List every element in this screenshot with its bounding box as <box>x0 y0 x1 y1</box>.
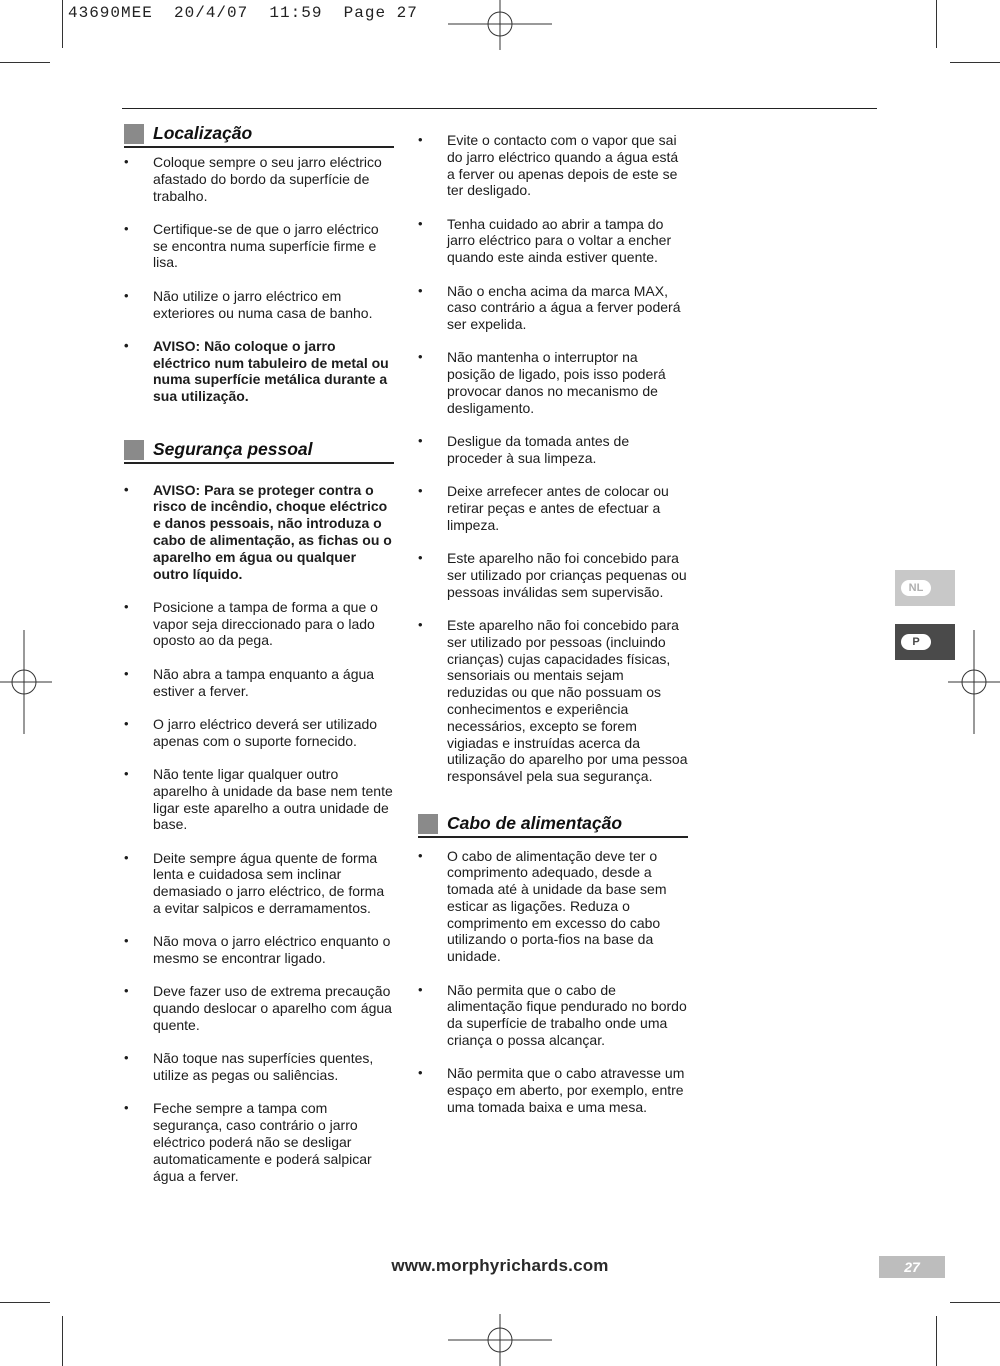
list-item: • Desligue da tomada antes de proceder à sua limpeza. <box>418 433 688 467</box>
list-item: • Não permita que o cabo de alimentação fique pendurado no bordo da superfície de trabalho onde uma criança o possa alcançar. <box>418 982 688 1049</box>
list-item: • Deixe arrefecer antes de colocar ou retirar peças e antes de efectuar a limpeza. <box>418 483 688 533</box>
section-marker <box>418 814 438 834</box>
list-item: • Não tente ligar qualquer outro aparelho à unidade da base nem tente ligar este aparelho a outra unidade de base. <box>124 766 394 833</box>
list-item: • Não o encha acima da marca MAX, caso contrário a água a ferver poderá ser expelida. <box>418 283 688 333</box>
language-label: P <box>901 634 931 650</box>
right-column <box>418 132 688 1132</box>
localizacao-list <box>124 154 394 405</box>
list-item: • Não utilize o jarro eléctrico em exteriores ou numa casa de banho. <box>124 288 394 322</box>
warning-item: • AVISO: Não coloque o jarro eléctrico num tabuleiro de metal ou numa superfície metálica durante a sua utilização. <box>124 338 394 405</box>
list-item: • Feche sempre a tampa com segurança, caso contrário o jarro eléctrico poderá não se desligar automaticamente e poderá salpicar água a ferver. <box>124 1100 394 1184</box>
list-item: • Tenha cuidado ao abrir a tampa do jarro eléctrico para o voltar a encher quando este ainda estiver quente. <box>418 216 688 266</box>
crop-mark <box>950 62 1000 63</box>
section-heading-localizacao <box>124 124 394 148</box>
section-heading-seguranca <box>124 440 394 464</box>
list-item: • O cabo de alimentação deve ter o comprimento adequado, desde a tomada até à unidade da base sem esticar as ligações. Reduza o comprimento em excesso do cabo utilizando o porta-fios na base da unidade. <box>418 848 688 966</box>
list-item: • Não permita que o cabo atravesse um espaço em aberto, por exemplo, entre uma tomada baixa e uma mesa. <box>418 1065 688 1115</box>
list-item: • Deite sempre água quente de forma lenta e cuidadosa sem inclinar demasiado o jarro eléctrico, de forma a evitar salpicos e derramamentos. <box>124 850 394 917</box>
list-item: • Evite o contacto com o vapor que sai do jarro eléctrico quando a água está a ferver ou apenas depois de este se ter desligado. <box>418 132 688 199</box>
list-item: • O jarro eléctrico deverá ser utilizado apenas com o suporte fornecido. <box>124 716 394 750</box>
section-marker <box>124 440 144 460</box>
crop-mark <box>0 62 50 63</box>
language-label: NL <box>901 580 931 596</box>
list-item: • Coloque sempre o seu jarro eléctrico afastado do bordo da superfície de trabalho. <box>124 154 394 204</box>
section-marker <box>124 124 144 144</box>
crop-mark <box>936 0 937 48</box>
list-item: • Não toque nas superfícies quentes, utilize as pegas ou saliências. <box>124 1050 394 1084</box>
seguranca-list <box>124 482 394 1185</box>
registration-mark-bottom <box>448 1314 552 1366</box>
continuacao-list <box>418 132 688 785</box>
list-item: • Certifique-se de que o jarro eléctrico se encontra numa superfície firme e lisa. <box>124 221 394 271</box>
cabo-list <box>418 848 688 1116</box>
section-heading-cabo <box>418 814 688 838</box>
list-item: • Não mantenha o interruptor na posição de ligado, pois isso poderá provocar danos no mecanismo de desligamento. <box>418 349 688 416</box>
warning-item: • AVISO: Para se proteger contra o risco de incêndio, choque eléctrico e danos pessoais, não introduza o cabo de alimentação, as fichas ou o aparelho em água ou qualquer outro líquido. <box>124 482 394 583</box>
crop-mark <box>62 0 63 48</box>
list-item: • Posicione a tampa de forma a que o vapor seja direccionado para o lado oposto ao da pega. <box>124 599 394 649</box>
footer-url[interactable]: www.morphyrichards.com <box>391 1256 609 1275</box>
crop-mark <box>62 1316 63 1366</box>
left-column <box>124 124 394 1201</box>
list-item: • Deve fazer uso de extrema precaução quando deslocar o aparelho com água quente. <box>124 983 394 1033</box>
list-item: • Não mova o jarro eléctrico enquanto o mesmo se encontrar ligado. <box>124 933 394 967</box>
page-number: 27 <box>879 1256 945 1278</box>
section-title: Segurança pessoal <box>153 438 313 459</box>
language-tab-nl[interactable] <box>895 570 955 606</box>
top-rule <box>122 108 877 109</box>
list-item: • Não abra a tampa enquanto a água estiver a ferver. <box>124 666 394 700</box>
crop-mark <box>936 1316 937 1366</box>
section-title: Cabo de alimentação <box>447 812 623 833</box>
crop-mark <box>950 1302 1000 1303</box>
list-item: • Este aparelho não foi concebido para ser utilizado por pessoas (incluindo crianças) cujas capacidades físicas, sensoriais ou mentais sejam reduzidas ou que não possuam os conhecimentos e experiência necessários, excepto se forem vigiadas e instruídas acerca da utilização do aparelho por uma pessoa responsável pela sua segurança. <box>418 617 688 785</box>
print-header: 43690MEE 20/4/07 11:59 Page 27 <box>68 4 418 22</box>
crop-mark <box>0 1302 50 1303</box>
registration-mark-right <box>948 630 1000 734</box>
section-title: Localização <box>153 123 253 143</box>
language-tab-p[interactable] <box>895 624 955 660</box>
registration-mark-left <box>0 630 52 734</box>
registration-mark-top <box>448 0 552 50</box>
list-item: • Este aparelho não foi concebido para ser utilizado por crianças pequenas ou pessoas inválidas sem supervisão. <box>418 550 688 600</box>
